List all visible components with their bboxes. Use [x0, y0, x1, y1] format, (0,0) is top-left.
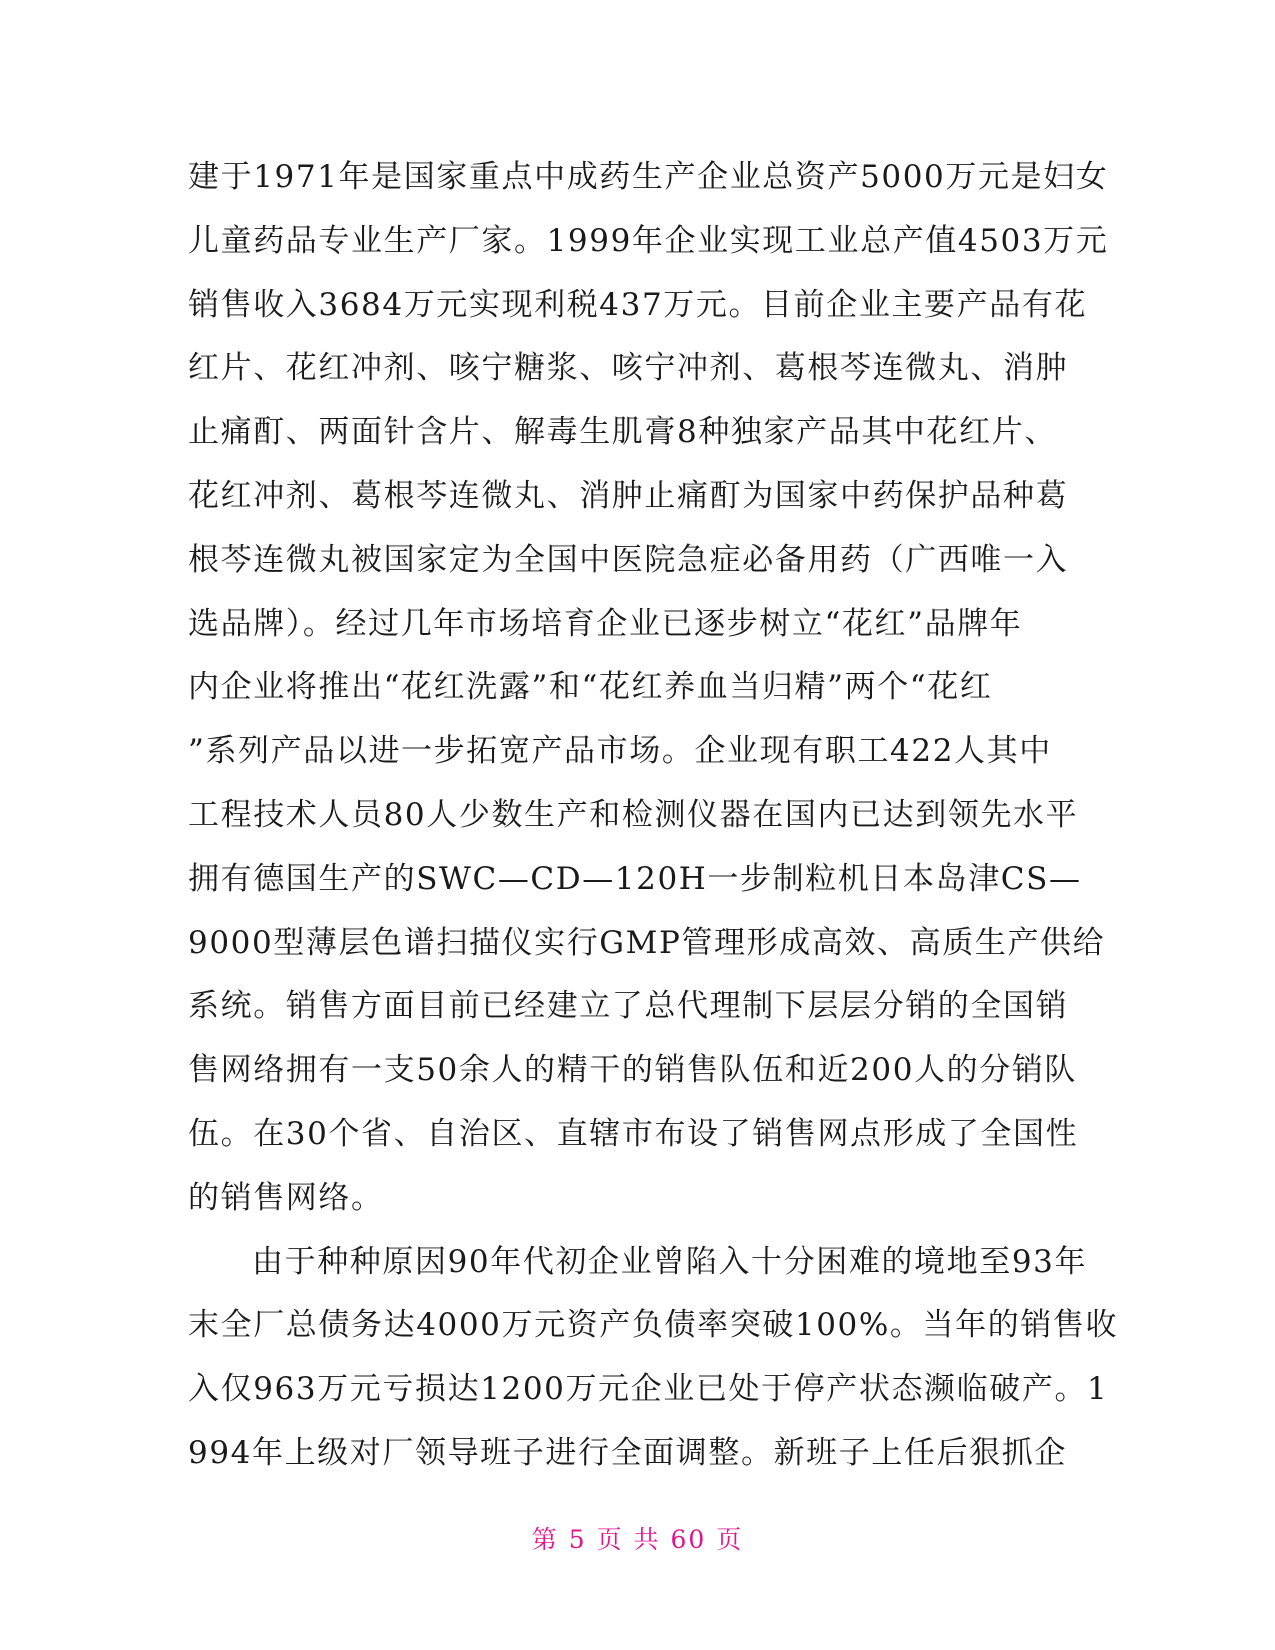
text-line-7: 根芩连微丸被国家定为全国中医院急症必备用药（广西唯一入 — [188, 541, 1069, 578]
text-line-18: 由于种种原因90年代初企业曾陷入十分困难的境地至93年 — [252, 1243, 1088, 1280]
text-line-12: 拥有德国生产的SWC—CD—120H一步制粒机日本岛津CS— — [188, 860, 1082, 897]
page-number-footer: 第 5 页 共 60 页 — [531, 1525, 744, 1554]
text-line-21: 994年上级对厂领导班子进行全面调整。新班子上任后狠抓企 — [188, 1434, 1067, 1471]
text-line-11: 工程技术人员80人少数生产和检测仪器在国内已达到领先水平 — [188, 796, 1079, 833]
text-line-19: 末全厂总债务达4000万元资产负债率突破100%。当年的销售收 — [188, 1307, 1119, 1344]
text-line-9: 内企业将推出“花红洗露”和“花红养血当归精”两个“花红 — [188, 669, 993, 706]
text-line-16: 伍。在30个省、自治区、直辖市布设了销售网点形成了全国性 — [188, 1115, 1079, 1152]
text-line-2: 儿童药品专业生产厂家。1999年企业实现工业总产值4503万元 — [188, 222, 1109, 259]
text-line-20: 入仅963万元亏损达1200万元企业已处于停产状态濒临破产。1 — [188, 1371, 1109, 1408]
text-line-17: 的销售网络。 — [188, 1179, 384, 1216]
text-line-4: 红片、花红冲剂、咳宁糖浆、咳宁冲剂、葛根芩连微丸、消肿 — [188, 350, 1069, 387]
text-line-6: 花红冲剂、葛根芩连微丸、消肿止痛酊为国家中药保护品种葛 — [188, 477, 1069, 514]
text-line-5: 止痛酊、两面针含片、解毒生肌膏8种独家产品其中花红片、 — [188, 414, 1057, 451]
text-line-1: 建于1971年是国家重点中成药生产企业总资产5000万元是妇女 — [188, 159, 1109, 195]
document-body — [188, 146, 1119, 1486]
text-line-8: 选品牌）。经过几年市场培育企业已逐步树立“花红”品牌年 — [188, 605, 1023, 642]
text-line-3: 销售收入3684万元实现利税437万元。目前企业主要产品有花 — [188, 286, 1088, 323]
text-line-10: ”系列产品以进一步拓宽产品市场。企业现有职工422人其中 — [188, 733, 1052, 770]
text-line-14: 系统。销售方面目前已经建立了总代理制下层层分销的全国销 — [188, 988, 1069, 1025]
text-line-15: 售网络拥有一支50余人的精干的销售队伍和近200人的分销队 — [188, 1052, 1078, 1089]
text-line-13: 9000型薄层色谱扫描仪实行GMP管理形成高效、高质生产供给 — [188, 924, 1106, 961]
